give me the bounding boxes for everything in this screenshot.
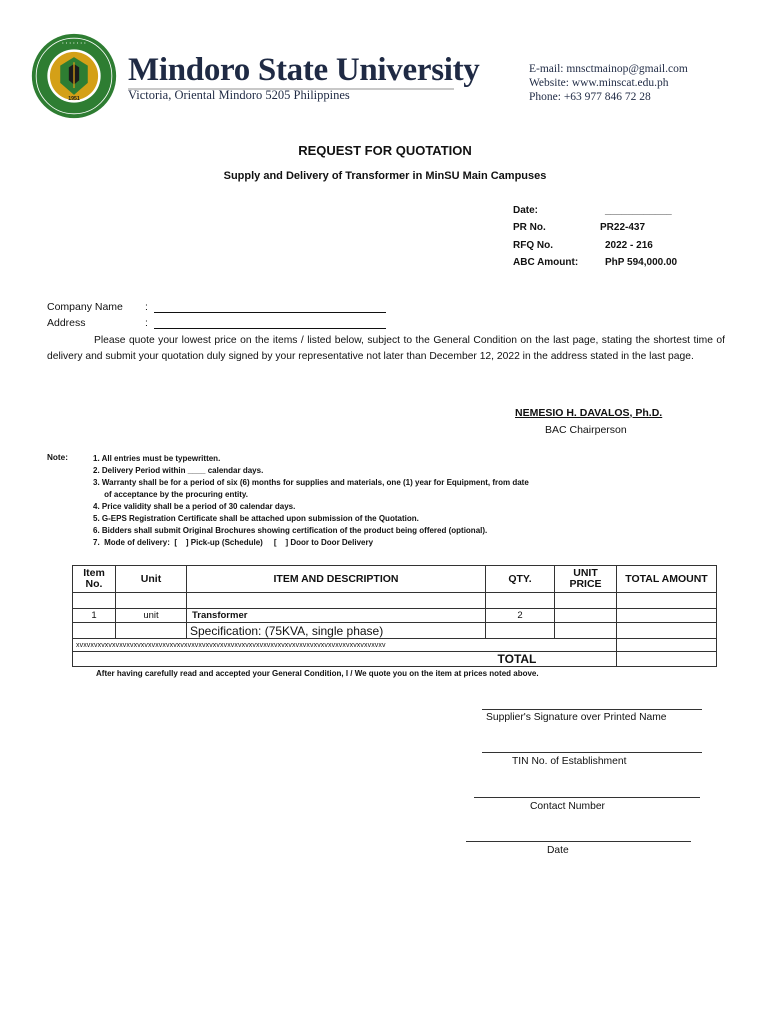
contact-block — [529, 62, 688, 104]
contact-label: Contact Number — [530, 801, 605, 812]
note-item: 6. Bidders shall submit Original Brochures showing certification of the product being offered (optional). — [93, 526, 488, 535]
university-seal-logo — [31, 33, 117, 119]
cell-unit: unit — [116, 609, 187, 623]
tin-label: TIN No. of Establishment — [512, 756, 627, 767]
tin-line[interactable] — [482, 752, 702, 753]
company-name-field[interactable] — [47, 301, 148, 313]
note-item: 7. Mode of delivery: [ ] Pick-up (Schedule) [ ] Door to Door Delivery — [93, 538, 374, 547]
address-field[interactable] — [47, 317, 148, 329]
quotation-table — [72, 565, 717, 667]
cell-qty: 2 — [486, 609, 555, 623]
note-item: 5. G-EPS Registration Certificate shall be attached upon submission of the Quotation. — [93, 514, 419, 523]
instruction-paragraph: Please quote your lowest price on the items / listed below, subject to the General Condition on the last page, stating the shortest time of delivery and submit your quotation duly signed by your representative not later than December 12, 2022 in the address stated in the last page. — [47, 335, 725, 362]
header-qty: QTY. — [486, 566, 555, 593]
contact-email: E-mail: mnsctmainop@gmail.com — [529, 63, 688, 75]
header-description: ITEM AND DESCRIPTION — [187, 566, 486, 593]
svg-text:· · · · · · ·: · · · · · · · — [61, 41, 87, 48]
header-item-no: Item No. — [73, 566, 116, 593]
signatory-name: NEMESIO H. DAVALOS, Ph.D. — [515, 407, 663, 419]
table-row — [73, 609, 717, 623]
notes-list — [93, 453, 529, 549]
rfq-value: 2022 - 216 — [605, 239, 653, 251]
svg-text:1951: 1951 — [68, 96, 80, 103]
company-name-label: Company Name — [47, 301, 123, 313]
cell-unit-price[interactable] — [555, 609, 617, 623]
address-colon: : — [145, 317, 148, 329]
cell-item-no: 1 — [73, 609, 116, 623]
contact-website: Website: www.minscat.edu.ph — [529, 77, 669, 89]
note-item: 1. All entries must be typewritten. — [93, 454, 221, 463]
address-blank[interactable] — [154, 328, 386, 329]
note-label: Note: — [47, 453, 68, 462]
signatory-title: BAC Chairperson — [545, 424, 627, 436]
contact-line[interactable] — [474, 797, 700, 798]
date-label: Date: — [513, 205, 539, 216]
acknowledgement-text: After having carefully read and accepted your General Condition, I / We quote you on the item at prices noted above. — [96, 669, 539, 678]
date-line[interactable] — [466, 841, 691, 842]
company-name-blank[interactable] — [154, 312, 386, 313]
pr-label: PR No. — [513, 222, 546, 234]
cell-filler: xvxvxvxvxvxvxvxvxvxvxvxvxvxvxvxvxvxvxvxvxvxvxvxvxvxvxvxvxvxvxvxvxvxvxvxvxvxvxvxvxvxvxv — [73, 639, 617, 652]
cell-specification: Specification: (75KVA, single phase) — [187, 623, 486, 639]
total-label: TOTAL — [486, 652, 617, 667]
header-total-amount: TOTAL AMOUNT — [617, 566, 717, 593]
filler-row — [73, 639, 717, 652]
company-name-colon: : — [145, 301, 148, 313]
note-item: 3. Warranty shall be for a period of six (6) months for supplies and materials, one (1) year for Equipment, from date — [93, 478, 529, 487]
address-label: Address — [47, 317, 86, 329]
date-signature-label: Date — [547, 845, 569, 856]
cell-total-amount[interactable] — [617, 609, 717, 623]
supplier-signature-line[interactable] — [482, 709, 702, 710]
university-name: Mindoro State University — [128, 52, 480, 88]
document-title: REQUEST FOR QUOTATION — [298, 143, 472, 158]
university-address: Victoria, Oriental Mindoro 5205 Philippines — [128, 88, 350, 102]
note-item: 4. Price validity shall be a period of 30 calendar days. — [93, 502, 296, 511]
note-item: of acceptance by the procuring entity. — [93, 490, 248, 499]
table-spacer-row — [73, 593, 717, 609]
total-row — [73, 652, 717, 667]
note-item: 2. Delivery Period within ____ calendar days. — [93, 466, 264, 475]
cell-description: Transformer — [187, 609, 486, 623]
header-unit: Unit — [116, 566, 187, 593]
rfq-label: RFQ No. — [513, 239, 553, 251]
header-unit-price: UNIT PRICE — [555, 566, 617, 593]
table-header-row — [73, 566, 717, 593]
abc-value: PhP 594,000.00 — [605, 256, 678, 268]
date-value: ____________ — [605, 205, 672, 216]
pr-value: PR22-437 — [600, 222, 646, 234]
cell-grand-total[interactable] — [617, 652, 717, 667]
abc-label: ABC Amount: — [513, 256, 579, 268]
specification-row — [73, 623, 717, 639]
contact-phone: Phone: +63 977 846 72 28 — [529, 91, 651, 103]
supplier-signature-label: Supplier's Signature over Printed Name — [486, 712, 667, 723]
document-subtitle: Supply and Delivery of Transformer in MinSU Main Campuses — [223, 170, 547, 182]
